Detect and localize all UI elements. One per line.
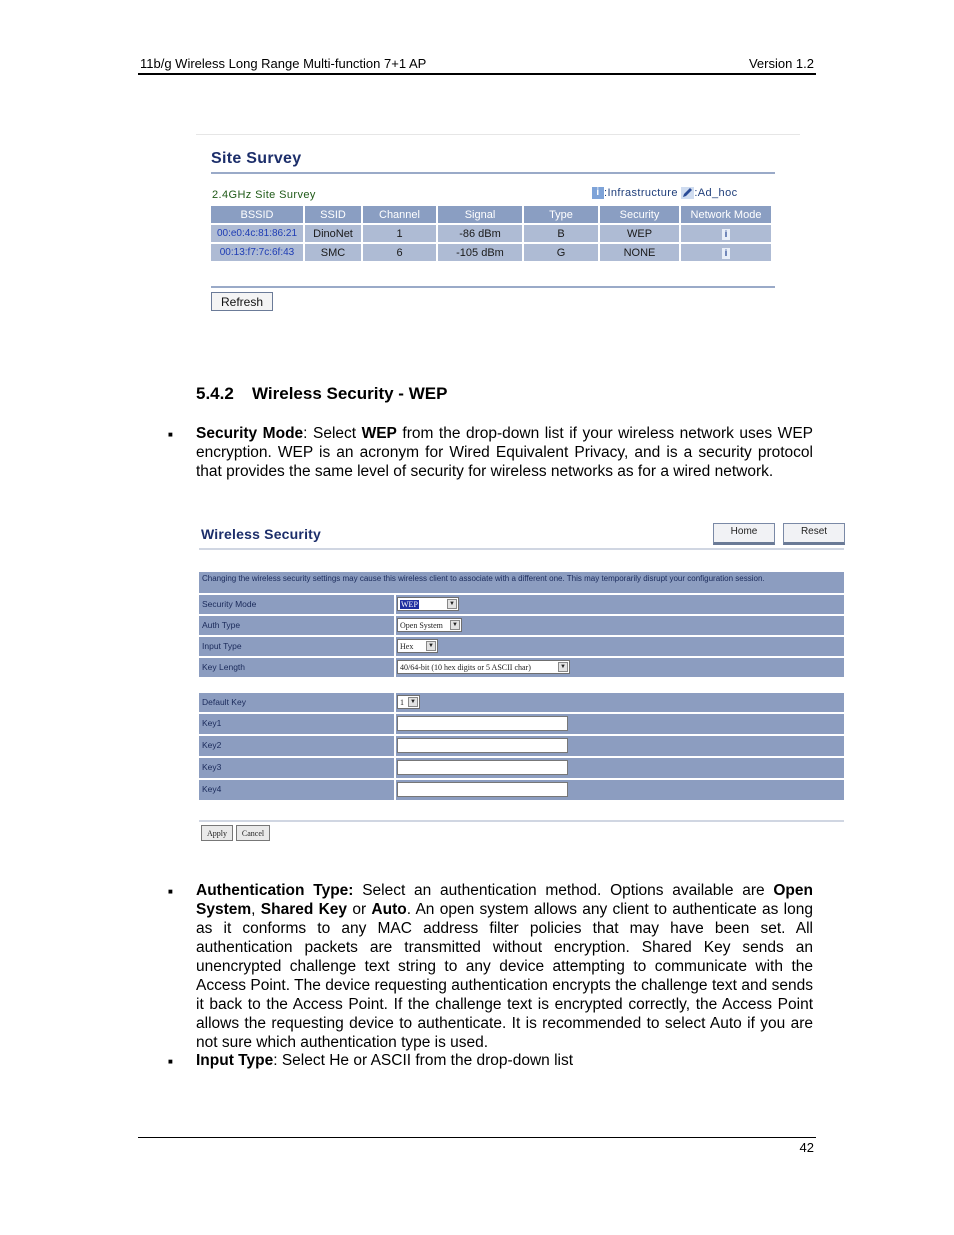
term-security-mode: Security Mode	[196, 425, 304, 442]
column-header-type: Type	[524, 206, 598, 223]
term-open-system: Open System	[196, 882, 813, 918]
signal-cell: -86 dBm	[438, 225, 522, 242]
text-run: Select an authentication method. Options available are	[353, 882, 774, 899]
form-row-key-length	[199, 658, 844, 677]
form-spacer	[199, 679, 844, 693]
column-header-ssid: SSID	[305, 206, 361, 223]
legend-infrastructure: :Infrastructure	[604, 187, 678, 199]
input-type-paragraph	[196, 1051, 813, 1070]
chevron-down-icon: ▼	[450, 620, 460, 630]
selected-value: WEP	[401, 600, 418, 609]
field-cell	[396, 758, 844, 778]
home-button[interactable]: Home	[713, 523, 775, 545]
network-mode-cell	[681, 225, 771, 242]
infrastructure-icon: i	[722, 229, 730, 240]
chevron-down-icon: ▼	[408, 697, 418, 707]
text-run: . An open system allows any client to authenticate as long as it conforms to any MAC address filter policies that may have been set. All authentication packets are transmitted without encryption. Shared Key sends an unencrypted challenge text string to any device attempting to communicate with the Access Point. The device requesting authentication encrypts the challenge text and sends it back to the Access Point. If the challenge text is encrypted correctly, the Access Point allows the requesting device to authenticate. It is recommended to select Auto if you are not sure which authentication type is used.	[196, 901, 813, 1051]
key1-input[interactable]	[397, 716, 568, 731]
ssid-cell: DinoNet	[305, 225, 361, 242]
document-header-title: 11b/g Wireless Long Range Multi-function 7+1 AP	[140, 56, 427, 71]
security-cell: NONE	[600, 244, 679, 261]
selected-value: Hex	[400, 642, 414, 651]
column-header-signal: Signal	[438, 206, 522, 223]
security-mode-paragraph	[196, 424, 813, 481]
key-length-label: Key Length	[199, 658, 394, 677]
input-type-label: Input Type	[199, 637, 394, 656]
chevron-down-icon: ▼	[447, 599, 457, 609]
bullet-marker: ■	[168, 887, 173, 896]
field-cell	[396, 693, 844, 712]
authentication-type-paragraph	[196, 881, 813, 1052]
text-run: : Select He or ASCII from the drop-down list	[273, 1052, 574, 1069]
text-run: or	[347, 901, 372, 918]
channel-cell: 1	[363, 225, 436, 242]
footer-rule	[138, 1137, 816, 1138]
section-number: 5.4.2	[196, 384, 234, 403]
key2-label: Key2	[199, 736, 394, 756]
form-row-default-key	[199, 693, 844, 712]
default-key-label: Default Key	[199, 693, 394, 712]
auth-type-label: Auth Type	[199, 616, 394, 635]
header-rule	[138, 73, 816, 75]
document-version: Version 1.2	[748, 56, 814, 71]
table-row[interactable]	[211, 225, 771, 242]
field-cell	[396, 616, 844, 635]
bullet-marker: ■	[168, 430, 173, 439]
chevron-down-icon: ▼	[426, 641, 436, 651]
auth-type-select[interactable]	[397, 618, 462, 632]
text-run: : Select	[303, 425, 362, 442]
security-cell: WEP	[600, 225, 679, 242]
network-mode-legend	[592, 187, 738, 199]
key4-label: Key4	[199, 780, 394, 800]
field-cell	[396, 780, 844, 800]
type-cell: B	[524, 225, 598, 242]
column-header-bssid: BSSID	[211, 206, 303, 223]
field-cell	[396, 595, 844, 614]
default-key-select[interactable]	[397, 695, 420, 709]
signal-cell: -105 dBm	[438, 244, 522, 261]
wireless-security-bottom-rule	[199, 820, 844, 822]
configuration-notice: Changing the wireless security settings may cause this wireless client to associate with a different one. This may temporarily disrupt your configuration session.	[199, 572, 844, 593]
bssid-link[interactable]: 00:13:f7:7c:6f:43	[211, 244, 303, 261]
site-survey-subtitle: 2.4GHz Site Survey	[212, 189, 316, 201]
security-mode-label: Security Mode	[199, 595, 394, 614]
ssid-cell: SMC	[305, 244, 361, 261]
column-header-security: Security	[600, 206, 679, 223]
form-row-auth-type	[199, 616, 844, 635]
term-input-type: Input Type	[196, 1052, 274, 1069]
form-row-key2	[199, 736, 844, 756]
term-shared-key: Shared Key	[260, 901, 348, 918]
site-survey-title: Site Survey	[211, 150, 302, 167]
term-wep: WEP	[361, 425, 397, 442]
field-cell	[396, 736, 844, 756]
term-auto: Auto	[371, 901, 407, 918]
key3-input[interactable]	[397, 760, 568, 775]
selected-value: 40/64-bit (10 hex digits or 5 ASCII char)	[400, 663, 531, 672]
wireless-security-form	[199, 572, 844, 802]
channel-cell: 6	[363, 244, 436, 261]
form-row-security-mode	[199, 595, 844, 614]
column-header-channel: Channel	[363, 206, 436, 223]
type-cell: G	[524, 244, 598, 261]
column-header-network-mode: Network Mode	[681, 206, 771, 223]
site-survey-table	[209, 204, 773, 263]
site-survey-header-row	[211, 206, 771, 223]
form-row-input-type	[199, 637, 844, 656]
site-survey-bottom-rule	[211, 286, 775, 288]
key3-label: Key3	[199, 758, 394, 778]
security-mode-select[interactable]	[397, 597, 459, 611]
reset-button[interactable]: Reset	[783, 523, 845, 545]
section-title: Wireless Security - WEP	[252, 384, 448, 403]
form-row-key1	[199, 714, 844, 734]
legend-adhoc: :Ad_hoc	[694, 187, 738, 199]
text-run: ,	[251, 901, 261, 918]
selected-value: 1	[400, 698, 404, 707]
site-survey-top-rule	[196, 134, 800, 135]
wireless-security-title-rule	[199, 548, 844, 550]
chevron-down-icon: ▼	[558, 662, 568, 672]
network-mode-cell	[681, 244, 771, 261]
text-run: from the drop-down list if your wireless network uses WEP encryption. WEP is an acronym for Wired Equivalent Privacy, and is a security protocol that provides the same level of security for wireless networks as for a wired network.	[196, 425, 813, 480]
key-length-select[interactable]	[397, 660, 570, 674]
field-cell	[396, 658, 844, 677]
infrastructure-icon: i	[592, 187, 604, 199]
adhoc-icon	[681, 187, 694, 199]
table-row[interactable]	[211, 244, 771, 261]
refresh-button[interactable]: Refresh	[211, 292, 273, 311]
site-survey-title-rule	[211, 172, 775, 174]
section-heading	[196, 384, 447, 404]
key2-input[interactable]	[397, 738, 568, 753]
key1-label: Key1	[199, 714, 394, 734]
apply-button[interactable]: Apply	[201, 825, 233, 841]
field-cell	[396, 714, 844, 734]
field-cell	[396, 637, 844, 656]
wireless-security-title: Wireless Security	[201, 526, 322, 542]
bullet-marker: ■	[168, 1057, 173, 1066]
key4-input[interactable]	[397, 782, 568, 797]
cancel-button[interactable]: Cancel	[236, 825, 270, 841]
form-row-key3	[199, 758, 844, 778]
term-authentication-type: Authentication Type:	[196, 882, 354, 899]
bssid-link[interactable]: 00:e0:4c:81:86:21	[211, 225, 303, 242]
page-number: 42	[799, 1140, 814, 1155]
selected-value: Open System	[400, 621, 443, 630]
infrastructure-icon: i	[722, 248, 730, 259]
input-type-select[interactable]	[397, 639, 438, 653]
form-row-key4	[199, 780, 844, 800]
